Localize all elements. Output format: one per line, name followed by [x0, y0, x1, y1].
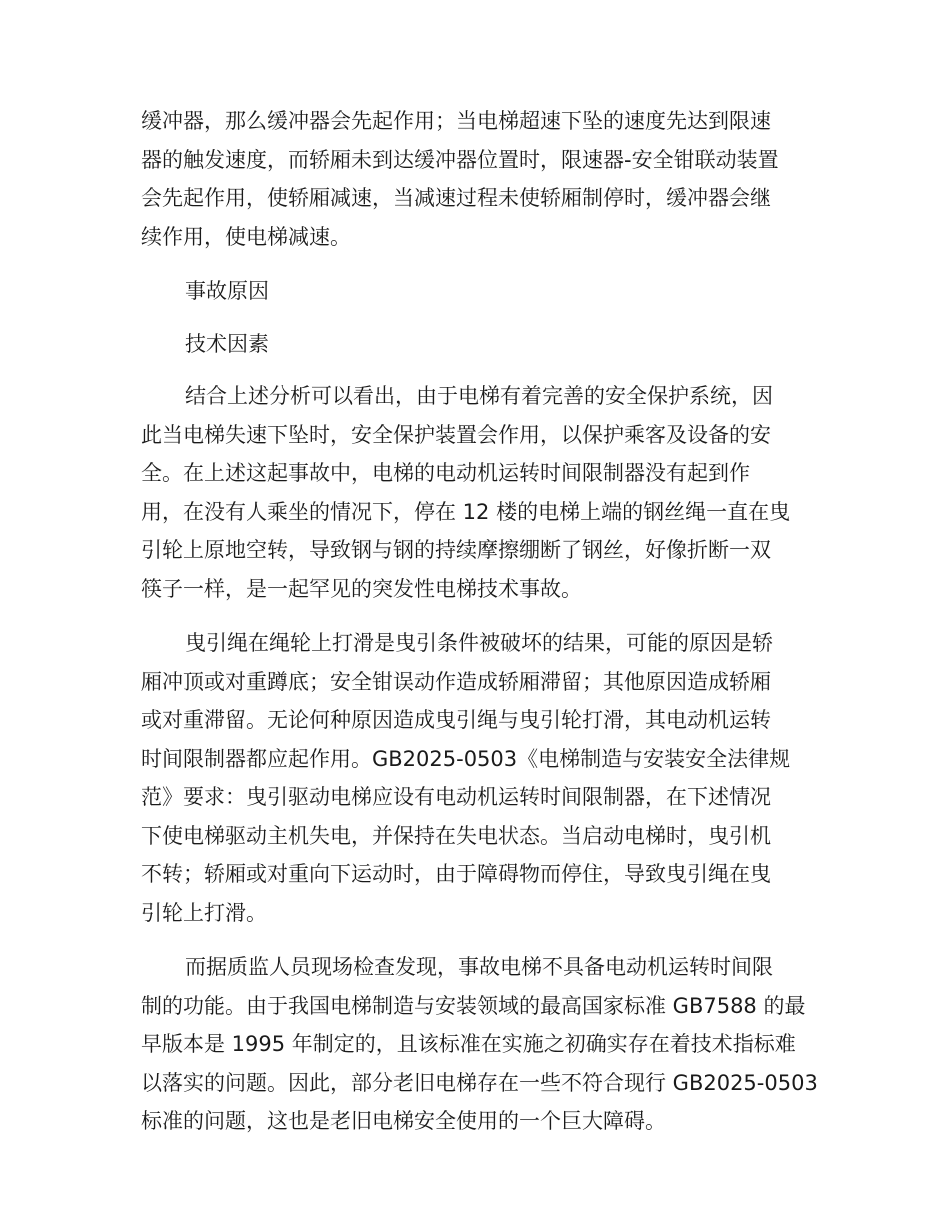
text-line: 会先起作用，使轿厢减速，当减速过程未使轿厢制停时，缓冲器会继 [141, 186, 771, 210]
paragraph-rope-slip [141, 624, 811, 932]
text-line: 续作用，使电梯减速。 [141, 224, 351, 249]
text-line: 引轮上原地空转，导致钢与钢的持续摩擦绷断了钢丝，好像折断一双 [141, 538, 771, 562]
paragraph-inspection [141, 948, 818, 1141]
paragraph-analysis [141, 377, 811, 608]
text-line: 全。在上述这起事故中，电梯的电动机运转时间限制器没有起到作 [141, 461, 750, 485]
text-line: 而据质监人员现场检查发现，事故电梯不具备电动机运转时间限 [185, 955, 773, 979]
text-line: 曳引绳在绳轮上打滑是曳引条件被破坏的结果，可能的原因是轿 [185, 631, 773, 655]
text-line: 以落实的问题。因此，部分老旧电梯存在一些不符合现行 GB2025-0503 [141, 1070, 818, 1095]
text-line: 厢冲顶或对重蹲底；安全钳误动作造成轿厢滞留；其他原因造成轿厢 [141, 669, 771, 694]
document-page [141, 102, 818, 1141]
text-line: 标准的问题，这也是老旧电梯安全使用的一个巨大障碍。 [141, 1109, 666, 1133]
text-line: 器的触发速度，而轿厢未到达缓冲器位置时，限速器-安全钳联动装置 [141, 147, 779, 172]
text-line: 或对重滞留。无论何种原因造成曳引绳与曳引轮打滑，其电动机运转 [141, 708, 771, 732]
heading-accident-cause [141, 272, 811, 311]
text-line: 制的功能。由于我国电梯制造与安装领域的最高国家标准 GB7588 的最 [141, 993, 806, 1018]
text-line: 此当电梯失速下坠时，安全保护装置会作用，以保护乘客及设备的安 [141, 422, 771, 447]
text-line: 筷子一样，是一起罕见的突发性电梯技术事故。 [141, 576, 582, 601]
text-line: 不转；轿厢或对重向下运动时，由于障碍物而停住，导致曳引绳在曳 [141, 862, 771, 886]
text-line: 缓冲器，那么缓冲器会先起作用；当电梯超速下坠的速度先达到限速 [141, 109, 771, 133]
text-line: 时间限制器都应起作用。GB2025-0503《电梯制造与安装安全法律规 [141, 746, 791, 771]
text-line: 引轮上打滑。 [141, 900, 267, 925]
text-line: 结合上述分析可以看出，由于电梯有着完善的安全保护系统，因 [185, 384, 773, 408]
text-line: 范》要求：曳引驱动电梯应设有电动机运转时间限制器，在下述情况 [141, 785, 771, 809]
text-line: 下使电梯驱动主机失电，并保持在失电状态。当启动电梯时，曳引机 [141, 823, 771, 848]
paragraph-buffer-continuation [141, 102, 811, 256]
heading-technical-factors [141, 325, 811, 364]
text-line: 用，在没有人乘坐的情况下，停在 12 楼的电梯上端的钢丝绳一直在曳 [141, 499, 791, 524]
text-line: 早版本是 1995 年制定的，且该标准在实施之初确实存在着技术指标难 [141, 1032, 796, 1056]
heading-text: 技术因素 [185, 331, 269, 356]
heading-text: 事故原因 [185, 279, 269, 303]
